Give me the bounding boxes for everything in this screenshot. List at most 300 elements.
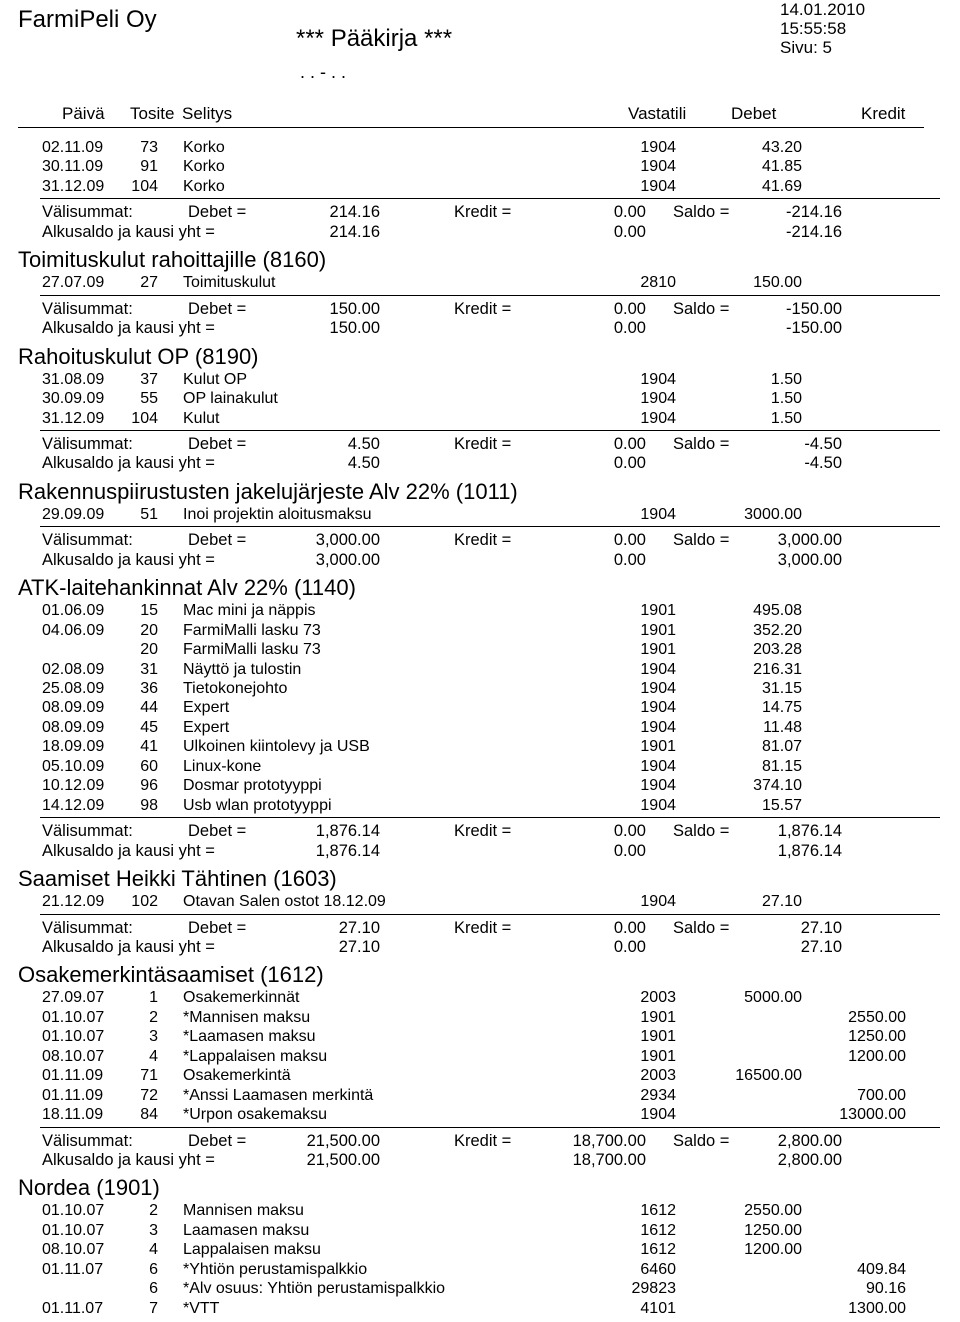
subtotal-row: [0, 300, 960, 319]
entry-credit: 90.16: [865, 1280, 906, 1298]
entry-description: Otavan Salen ostot 18.12.09: [183, 893, 386, 911]
entry-voucher: 98: [140, 796, 158, 814]
opening-credit: 0.00: [613, 937, 646, 956]
ledger-row: [0, 1048, 960, 1067]
opening-balance: 1,876.14: [777, 841, 842, 860]
entry-credit: 409.84: [857, 1260, 906, 1278]
entry-debit: 216.31: [753, 660, 802, 678]
ledger-row: [0, 506, 960, 525]
entry-counter-account: 1904: [640, 370, 676, 388]
entry-description: *Anssi Laamasen merkintä: [183, 1086, 374, 1104]
entry-voucher: 102: [131, 893, 158, 911]
entry-description: Laamasen maksu: [183, 1221, 310, 1239]
ledger-row: [0, 1009, 960, 1028]
entry-description: Usb wlan prototyyppi: [183, 796, 332, 814]
entry-debit: 5000.00: [744, 989, 802, 1007]
entry-counter-account: 2003: [640, 989, 676, 1007]
opening-balance-row: [0, 1151, 960, 1170]
opening-balance: 27.10: [800, 937, 842, 956]
entry-description: *Yhtiön perustamispalkkio: [183, 1260, 368, 1278]
entry-date: 08.10.07: [42, 1047, 105, 1065]
print-time: 15:55:58: [780, 19, 847, 38]
entry-counter-account: 1612: [640, 1241, 676, 1259]
entry-debit: 16500.00: [735, 1067, 802, 1085]
entry-debit: 203.28: [753, 641, 802, 659]
entry-counter-account: 1901: [640, 1008, 676, 1026]
opening-debit: 27.10: [338, 937, 380, 956]
entry-voucher: 71: [140, 1067, 158, 1085]
entry-description: *Lappalaisen maksu: [183, 1047, 328, 1065]
entry-voucher: 6: [149, 1280, 158, 1298]
print-date: 14.01.2010: [780, 0, 866, 19]
balance-label: Saldo =: [673, 822, 730, 841]
subtotal-label: Välisummat:: [42, 203, 133, 222]
ledger-row: [0, 1300, 960, 1319]
entry-description: Mannisen maksu: [183, 1202, 304, 1220]
entry-debit: 31.15: [761, 680, 802, 697]
entry-description: Mac mini ja näppis: [183, 602, 316, 620]
entry-counter-account: 1612: [640, 1221, 676, 1239]
entry-voucher: 44: [140, 699, 158, 717]
opening-debit: 214.16: [329, 222, 380, 241]
ledger-row: [0, 622, 960, 641]
ledger-row: [0, 699, 960, 718]
entry-voucher: 3: [149, 1221, 158, 1239]
entry-date: 30.11.09: [42, 158, 104, 176]
divider: [40, 817, 940, 818]
entry-counter-account: 1904: [640, 680, 676, 697]
entry-description: Lappalaisen maksu: [183, 1241, 321, 1259]
entry-date: 08.09.09: [42, 699, 105, 717]
entry-description: Ulkoinen kiintolevy ja USB: [183, 738, 370, 756]
debit-label: Debet =: [188, 822, 247, 841]
entry-date: 18.09.09: [42, 738, 105, 756]
col-date-header: Päivä: [62, 104, 105, 123]
credit-label: Kredit =: [454, 531, 512, 550]
subtotal-balance: 3,000.00: [777, 531, 842, 550]
entry-date: 10.12.09: [42, 777, 105, 795]
entry-credit: 2550.00: [848, 1008, 906, 1026]
ledger-row: [0, 1067, 960, 1086]
ledger-row: [0, 158, 960, 177]
entry-voucher: 15: [140, 602, 158, 620]
col-debit-header: Debet: [731, 104, 777, 123]
entry-voucher: 55: [140, 390, 158, 408]
account-section-title: Toimituskulut rahoittajille (8160): [18, 247, 327, 273]
entry-description: OP lainakulut: [183, 390, 278, 408]
entry-date: 01.11.07: [42, 1299, 104, 1317]
ledger-row: [0, 1202, 960, 1221]
header-divider: [18, 127, 924, 128]
entry-debit: 15.57: [761, 796, 802, 814]
entry-date: 02.11.09: [42, 139, 104, 156]
entry-voucher: 4: [149, 1047, 158, 1065]
opening-debit: 4.50: [347, 454, 380, 473]
subtotal-debit: 150.00: [329, 299, 380, 318]
entry-description: Kulut: [183, 409, 220, 427]
entry-counter-account: 1904: [640, 390, 676, 408]
ledger-row: [0, 1087, 960, 1106]
opening-label: Alkusaldo ja kausi yht =: [42, 319, 215, 338]
entry-counter-account: 1904: [640, 757, 676, 775]
opening-balance: -150.00: [786, 319, 842, 338]
entry-debit: 43.20: [761, 139, 802, 156]
divider: [40, 1127, 940, 1128]
debit-label: Debet =: [188, 203, 247, 222]
entry-description: Korko: [183, 177, 225, 195]
entry-description: Dosmar prototyyppi: [183, 777, 322, 795]
ledger-row: [0, 1241, 960, 1260]
balance-label: Saldo =: [673, 918, 730, 937]
credit-label: Kredit =: [454, 299, 512, 318]
opening-balance-row: [0, 454, 960, 473]
subtotal-credit: 0.00: [613, 299, 646, 318]
entry-description: *VTT: [183, 1299, 220, 1317]
entry-voucher: 91: [140, 158, 158, 176]
entry-date: 27.09.07: [42, 989, 105, 1007]
entry-counter-account: 1904: [640, 139, 676, 156]
entry-description: Näyttö ja tulostin: [183, 660, 302, 678]
entry-counter-account: 6460: [640, 1260, 676, 1278]
subtotal-debit: 3,000.00: [315, 531, 380, 550]
entry-counter-account: 1904: [640, 1106, 676, 1124]
credit-label: Kredit =: [454, 918, 512, 937]
entry-counter-account: 1904: [640, 660, 676, 678]
ledger-row: [0, 1222, 960, 1241]
ledger-row: [0, 680, 960, 699]
entry-counter-account: 1901: [640, 621, 676, 639]
credit-label: Kredit =: [454, 822, 512, 841]
entry-voucher: 104: [131, 177, 158, 195]
subtotal-balance: 1,876.14: [777, 822, 842, 841]
entry-voucher: 41: [140, 738, 158, 756]
entry-voucher: 72: [140, 1086, 158, 1104]
subtotal-balance: 2,800.00: [777, 1131, 842, 1150]
entry-date: 01.11.07: [42, 1260, 104, 1278]
debit-label: Debet =: [188, 299, 247, 318]
entry-debit: 150.00: [753, 274, 802, 292]
subtotal-row: [0, 203, 960, 222]
col-credit-header: Kredit: [861, 104, 906, 123]
opening-balance-row: [0, 842, 960, 861]
entry-date: 04.06.09: [42, 621, 105, 639]
divider: [40, 526, 940, 527]
ledger-row: [0, 758, 960, 777]
opening-balance-row: [0, 551, 960, 570]
entry-counter-account: 1904: [640, 796, 676, 814]
entry-counter-account: 1901: [640, 602, 676, 620]
debit-label: Debet =: [188, 531, 247, 550]
debit-label: Debet =: [188, 1131, 247, 1150]
entry-voucher: 45: [140, 718, 158, 736]
subtotal-label: Välisummat:: [42, 1131, 133, 1150]
entry-debit: 1.50: [770, 390, 802, 408]
entry-counter-account: 1904: [640, 158, 676, 176]
debit-label: Debet =: [188, 918, 247, 937]
balance-label: Saldo =: [673, 299, 730, 318]
subtotal-label: Välisummat:: [42, 531, 133, 550]
entry-voucher: 2: [149, 1008, 158, 1026]
entry-description: Expert: [183, 718, 230, 736]
entry-description: Osakemerkinnät: [183, 989, 300, 1007]
entry-credit: 1200.00: [848, 1047, 906, 1065]
entry-description: Toimituskulut: [183, 274, 276, 292]
entry-credit: 1300.00: [848, 1299, 906, 1317]
entry-voucher: 37: [140, 370, 158, 388]
entry-debit: 1200.00: [744, 1241, 802, 1259]
subtotal-row: [0, 531, 960, 550]
ledger-row: [0, 797, 960, 816]
entry-counter-account: 1904: [640, 699, 676, 717]
entry-debit: 352.20: [753, 621, 802, 639]
entry-date: 01.11.09: [42, 1086, 104, 1104]
opening-credit: 0.00: [613, 550, 646, 569]
entry-voucher: 27: [140, 274, 158, 292]
entry-counter-account: 1904: [640, 718, 676, 736]
opening-label: Alkusaldo ja kausi yht =: [42, 1151, 215, 1169]
opening-debit: 21,500.00: [306, 1151, 380, 1169]
debit-label: Debet =: [188, 434, 247, 453]
subtotal-debit: 27.10: [338, 918, 380, 937]
divider: [40, 198, 940, 199]
opening-debit: 1,876.14: [315, 841, 380, 860]
divider: [40, 914, 940, 915]
subtotal-credit: 0.00: [613, 203, 646, 222]
subtotal-credit: 0.00: [613, 822, 646, 841]
entry-counter-account: 4101: [640, 1299, 676, 1317]
opening-credit: 0.00: [613, 454, 646, 473]
opening-label: Alkusaldo ja kausi yht =: [42, 454, 215, 473]
ledger-row: [0, 661, 960, 680]
entry-description: Expert: [183, 699, 230, 717]
opening-balance: 2,800.00: [777, 1151, 842, 1169]
entry-date: 08.09.09: [42, 718, 105, 736]
entry-voucher: 84: [140, 1106, 158, 1124]
entry-date: 25.08.09: [42, 680, 105, 697]
entry-voucher: 104: [131, 409, 158, 427]
entry-voucher: 3: [149, 1028, 158, 1046]
opening-balance-row: [0, 223, 960, 242]
subtotal-debit: 1,876.14: [315, 822, 380, 841]
entry-debit: 495.08: [753, 602, 802, 620]
opening-balance: -214.16: [786, 222, 842, 241]
opening-credit: 0.00: [613, 319, 646, 338]
col-voucher-header: Tosite: [130, 104, 175, 123]
entry-voucher: 20: [140, 641, 158, 659]
page-number: Sivu: 5: [780, 38, 832, 57]
subtotal-credit: 0.00: [613, 531, 646, 550]
ledger-row: [0, 777, 960, 796]
entry-debit: 1250.00: [744, 1221, 802, 1239]
subtotal-debit: 214.16: [329, 203, 380, 222]
report-meta: [780, 0, 865, 57]
entry-description: Tietokonejohto: [183, 680, 288, 697]
entry-date: 29.09.09: [42, 505, 105, 523]
ledger-row: [0, 390, 960, 409]
entry-counter-account: 2810: [640, 274, 676, 292]
subtotal-label: Välisummat:: [42, 918, 133, 937]
entry-debit: 2550.00: [744, 1202, 802, 1220]
ledger-row: [0, 274, 960, 293]
entry-debit: 3000.00: [744, 505, 802, 523]
entry-voucher: 51: [140, 505, 158, 523]
credit-label: Kredit =: [454, 203, 512, 222]
balance-label: Saldo =: [673, 203, 730, 222]
entry-counter-account: 2934: [640, 1086, 676, 1104]
entry-debit: 1.50: [770, 409, 802, 427]
entry-counter-account: 1904: [640, 409, 676, 427]
account-section-title: Osakemerkintäsaamiset (1612): [18, 962, 324, 988]
ledger-row: [0, 989, 960, 1008]
ledger-row: [0, 371, 960, 390]
entry-credit: 1250.00: [848, 1028, 906, 1046]
entry-description: Linux-kone: [183, 757, 262, 775]
entry-description: FarmiMalli lasku 73: [183, 641, 321, 659]
opening-credit: 0.00: [613, 222, 646, 241]
balance-label: Saldo =: [673, 434, 730, 453]
entry-date: 31.12.09: [42, 177, 105, 195]
account-section-title: Saamiset Heikki Tähtinen (1603): [18, 866, 337, 892]
entry-voucher: 4: [149, 1241, 158, 1259]
entry-date: 18.11.09: [42, 1106, 104, 1124]
report-subtitle: . . - . .: [300, 62, 347, 82]
opening-balance-row: [0, 938, 960, 957]
entry-description: *Urpon osakemaksu: [183, 1106, 328, 1124]
entry-date: 14.12.09: [42, 796, 105, 814]
entry-counter-account: 1901: [640, 1047, 676, 1065]
entry-description: Inoi projektin aloitusmaksu: [183, 505, 372, 523]
opening-label: Alkusaldo ja kausi yht =: [42, 550, 215, 569]
opening-balance: -4.50: [804, 454, 842, 473]
opening-balance-row: [0, 319, 960, 338]
ledger-row: [0, 893, 960, 912]
entry-description: *Laamasen maksu: [183, 1028, 316, 1046]
entry-debit: 81.07: [761, 738, 802, 756]
subtotal-row: [0, 1132, 960, 1151]
entry-description: Korko: [183, 139, 225, 156]
ledger-row: [0, 1280, 960, 1299]
subtotal-credit: 0.00: [613, 434, 646, 453]
entry-voucher: 1: [149, 989, 158, 1007]
ledger-row: [0, 602, 960, 621]
subtotal-row: [0, 822, 960, 841]
entry-date: 01.10.07: [42, 1202, 105, 1220]
entry-description: *Mannisen maksu: [183, 1008, 311, 1026]
subtotal-row: [0, 435, 960, 454]
credit-label: Kredit =: [454, 434, 512, 453]
entry-counter-account: 1612: [640, 1202, 676, 1220]
ledger-row: [0, 178, 960, 197]
account-section-title: Rakennuspiirustusten jakelujärjeste Alv 22% (1011): [18, 478, 518, 504]
balance-label: Saldo =: [673, 1131, 730, 1150]
opening-debit: 150.00: [329, 319, 380, 338]
entry-counter-account: 1901: [640, 1028, 676, 1046]
opening-balance: 3,000.00: [777, 550, 842, 569]
entry-description: FarmiMalli lasku 73: [183, 621, 321, 639]
subtotal-balance: 27.10: [800, 918, 842, 937]
col-counter-account-header: Vastatili: [628, 104, 687, 123]
ledger-row: [0, 1028, 960, 1047]
entry-voucher: 2: [149, 1202, 158, 1220]
entry-credit: 13000.00: [839, 1106, 906, 1124]
entry-voucher: 36: [140, 680, 158, 697]
subtotal-balance: -150.00: [786, 299, 842, 318]
subtotal-credit: 0.00: [613, 918, 646, 937]
ledger-row: [0, 719, 960, 738]
ledger-row: [0, 139, 960, 158]
subtotal-label: Välisummat:: [42, 434, 133, 453]
opening-label: Alkusaldo ja kausi yht =: [42, 937, 215, 956]
balance-label: Saldo =: [673, 531, 730, 550]
subtotal-balance: -214.16: [786, 203, 842, 222]
subtotal-debit: 21,500.00: [306, 1131, 380, 1150]
report-title: *** Pääkirja ***: [296, 25, 453, 52]
subtotal-label: Välisummat:: [42, 299, 133, 318]
entry-debit: 14.75: [761, 699, 802, 717]
entry-description: Korko: [183, 158, 225, 176]
opening-debit: 3,000.00: [315, 550, 380, 569]
entry-date: 31.12.09: [42, 409, 105, 427]
opening-credit: 0.00: [613, 841, 646, 860]
entry-voucher: 6: [149, 1260, 158, 1278]
entry-debit: 1.50: [770, 370, 802, 388]
entry-voucher: 73: [140, 139, 158, 156]
entry-counter-account: 2003: [640, 1067, 676, 1085]
entry-date: 01.06.09: [42, 602, 105, 620]
entry-voucher: 7: [149, 1299, 158, 1317]
entry-date: 01.11.09: [42, 1067, 104, 1085]
entry-date: 27.07.09: [42, 274, 105, 292]
entry-debit: 81.15: [761, 757, 802, 775]
entry-voucher: 31: [140, 660, 158, 678]
entry-date: 01.10.07: [42, 1221, 105, 1239]
divider: [40, 430, 940, 431]
entry-counter-account: 1901: [640, 738, 676, 756]
entry-counter-account: 1904: [640, 177, 676, 195]
subtotal-row: [0, 919, 960, 938]
entry-voucher: 60: [140, 757, 158, 775]
ledger-row: [0, 641, 960, 660]
entry-date: 21.12.09: [42, 893, 105, 911]
account-section-title: Rahoituskulut OP (8190): [18, 343, 259, 369]
ledger-row: [0, 738, 960, 757]
entry-description: *Alv osuus: Yhtiön perustamispalkkio: [183, 1280, 446, 1298]
ledger-row: [0, 1261, 960, 1280]
ledger-row: [0, 1106, 960, 1125]
entry-description: Kulut OP: [183, 370, 248, 388]
entry-debit: 11.48: [763, 718, 802, 736]
entry-counter-account: 1904: [640, 893, 676, 911]
entry-date: 31.08.09: [42, 370, 105, 388]
subtotal-balance: -4.50: [804, 434, 842, 453]
entry-debit: 41.69: [761, 177, 802, 195]
ledger-row: [0, 410, 960, 429]
opening-label: Alkusaldo ja kausi yht =: [42, 841, 215, 860]
entry-date: 08.10.07: [42, 1241, 105, 1259]
entry-date: 02.08.09: [42, 660, 105, 678]
entry-date: 30.09.09: [42, 390, 105, 408]
entry-date: 01.10.07: [42, 1008, 105, 1026]
subtotal-credit: 18,700.00: [572, 1131, 646, 1150]
entry-date: 01.10.07: [42, 1028, 105, 1046]
entry-debit: 27.10: [761, 893, 802, 911]
opening-credit: 18,700.00: [572, 1151, 646, 1169]
opening-label: Alkusaldo ja kausi yht =: [42, 222, 215, 241]
credit-label: Kredit =: [454, 1131, 512, 1150]
entry-debit: 374.10: [753, 777, 802, 795]
subtotal-label: Välisummat:: [42, 822, 133, 841]
entry-date: 05.10.09: [42, 757, 105, 775]
